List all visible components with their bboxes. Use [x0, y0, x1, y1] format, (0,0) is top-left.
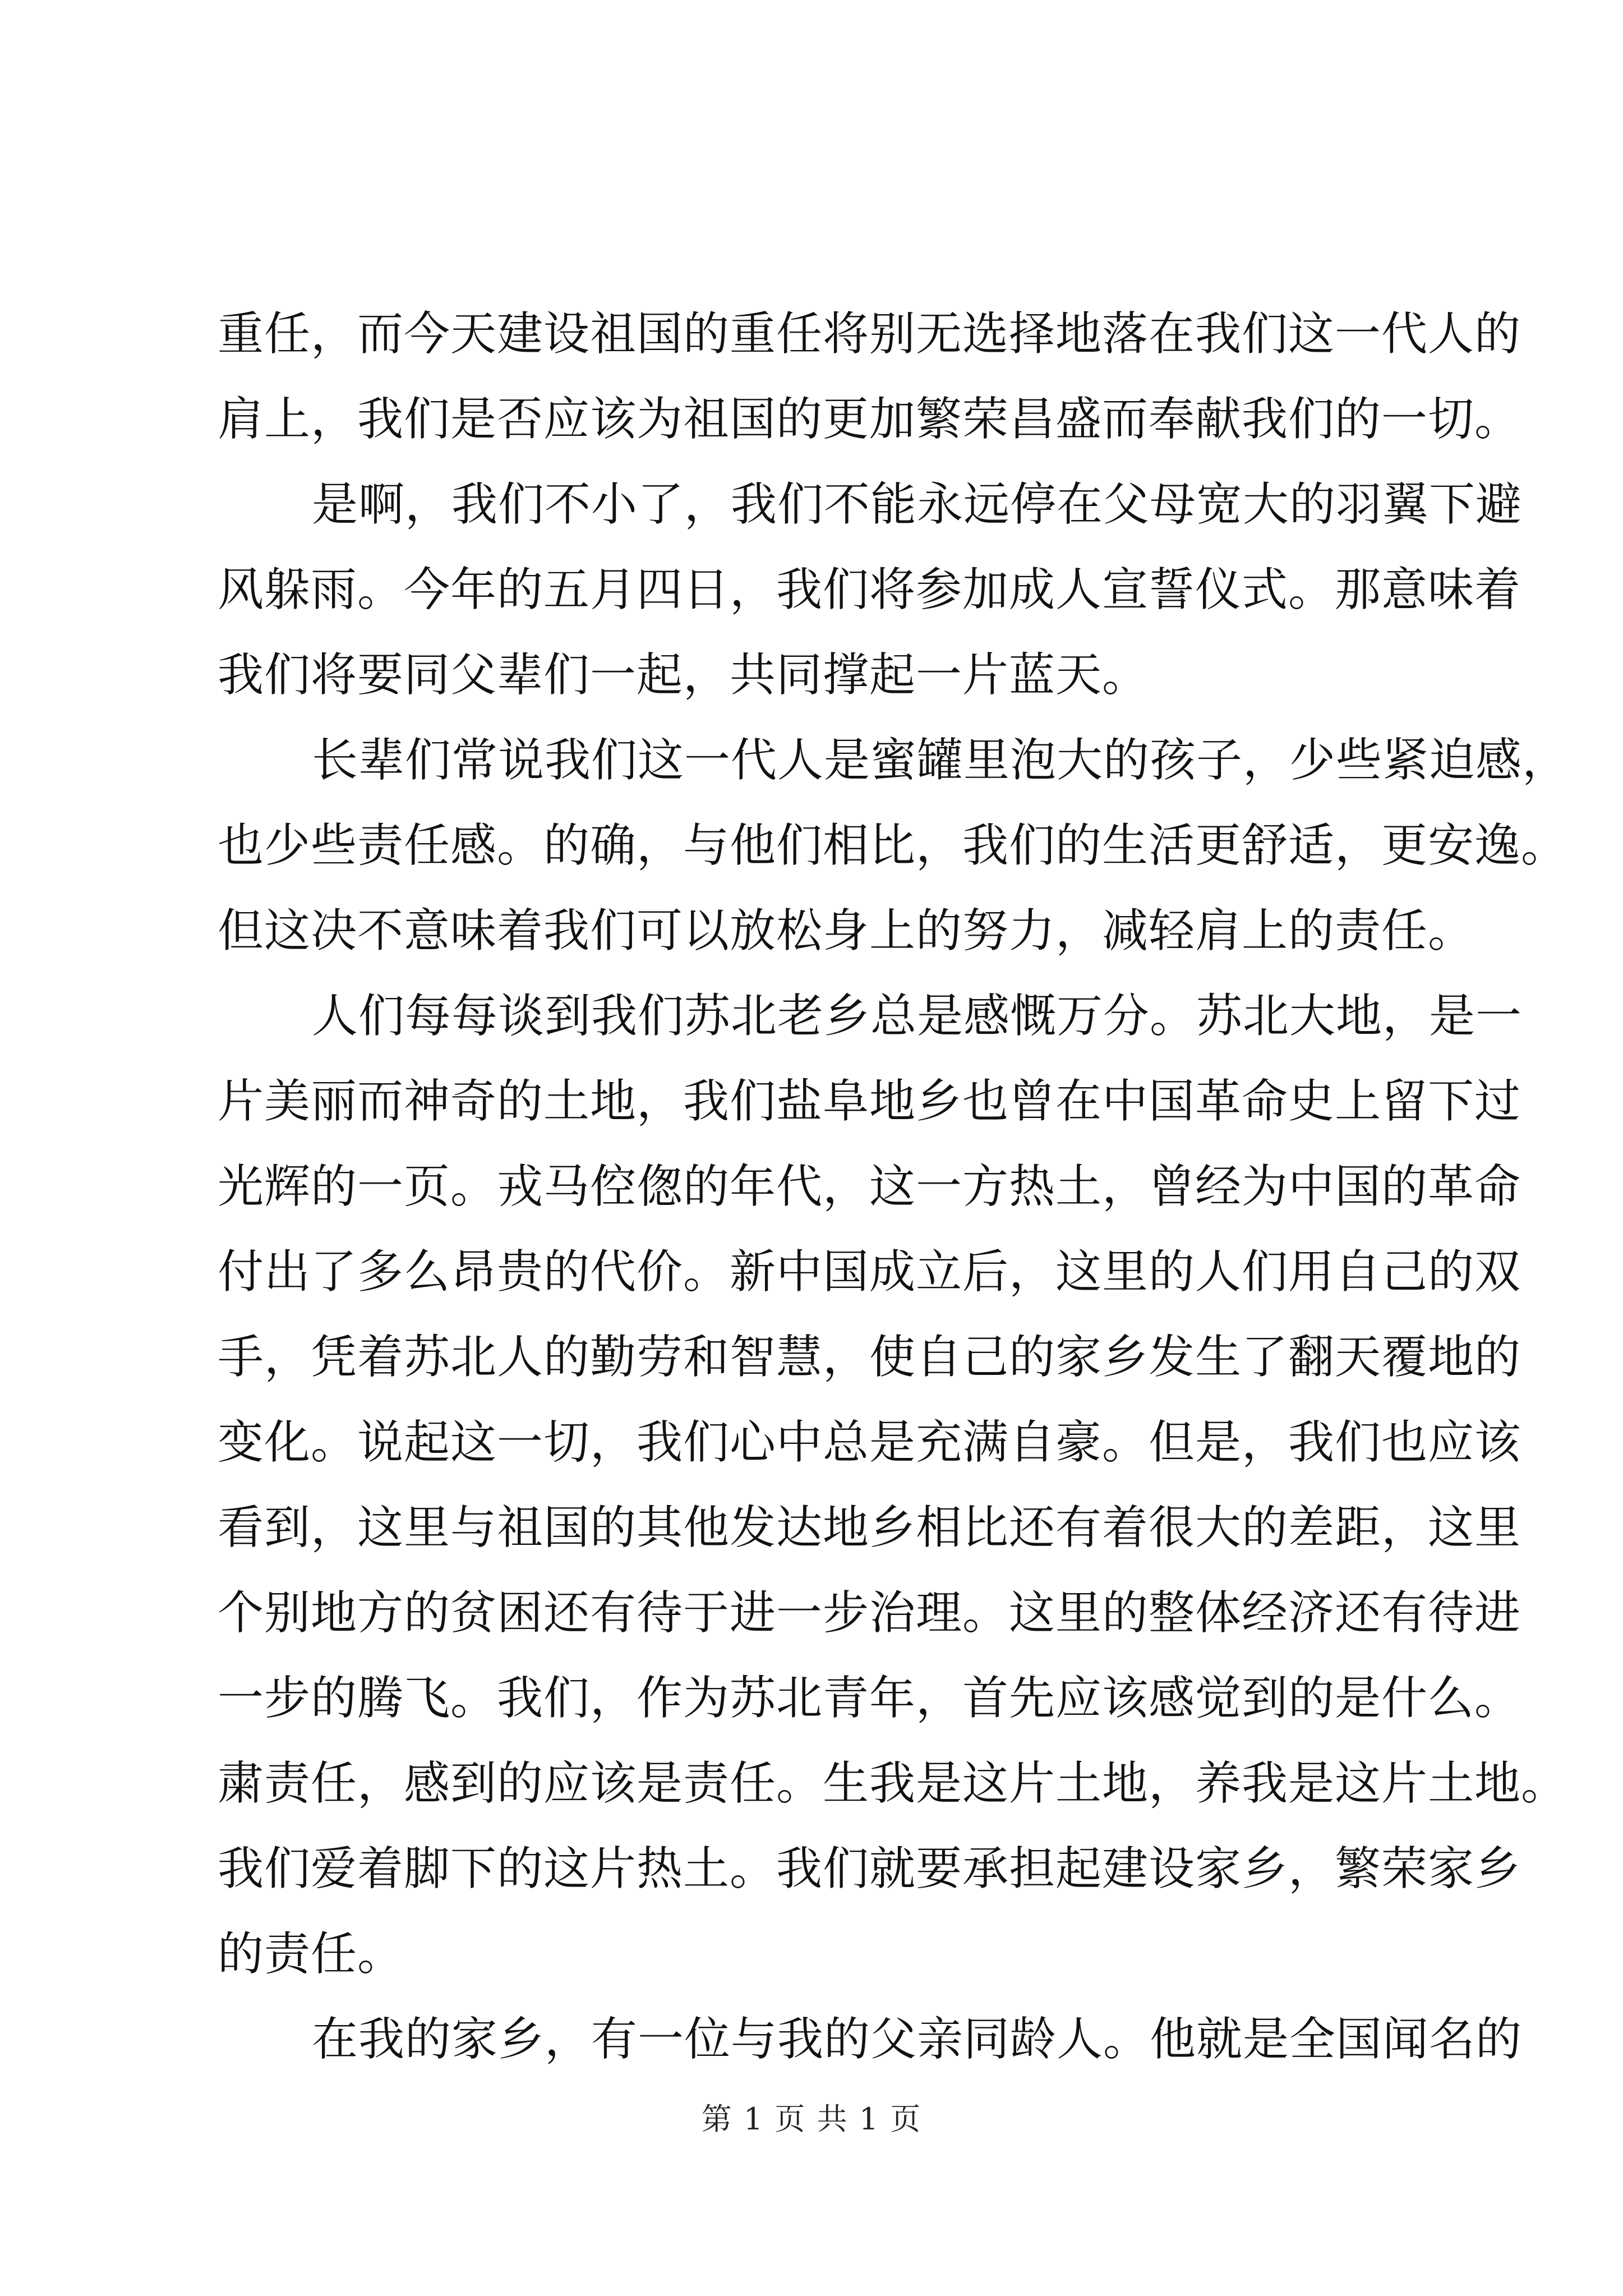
text-line: 也少些责任感。的确，与他们相比，我们的生活更舒适，更安逸。	[218, 819, 1568, 872]
text-line: 光辉的一页。戎马倥偬的年代，这一方热土，曾经为中国的革命	[218, 1160, 1521, 1213]
text-line: 人们每每谈到我们苏北老乡总是感慨万分。苏北大地，是一	[312, 990, 1523, 1043]
text-line: 长辈们常说我们这一代人是蜜罐里泡大的孩子，少些紧迫感，	[312, 734, 1569, 787]
text-line: 是啊，我们不小了，我们不能永远停在父母宽大的羽翼下避	[312, 478, 1523, 531]
text-line: 我们爱着脚下的这片热土。我们就要承担起建设家乡，繁荣家乡	[218, 1842, 1521, 1895]
text-line: 看到，这里与祖国的其他发达地乡相比还有着很大的差距，这里	[218, 1501, 1521, 1554]
text-line: 重任，而今天建设祖国的重任将别无选择地落在我们这一代人的	[218, 307, 1521, 361]
page-footer: 第 1 页 共 1 页	[701, 2101, 922, 2137]
text-line: 付出了多么昂贵的代价。新中国成立后，这里的人们用自己的双	[218, 1245, 1521, 1299]
text-line: 粛责任，感到的应该是责任。生我是这片土地，养我是这片土地。	[218, 1757, 1568, 1810]
text-line: 变化。说起这一切，我们心中总是充满自豪。但是，我们也应该	[218, 1416, 1521, 1469]
text-line: 风躲雨。今年的五月四日，我们将参加成人宣誓仪式。那意味着	[218, 563, 1521, 616]
text-line: 一步的腾飞。我们，作为苏北青年，首先应该感觉到的是什么。	[218, 1672, 1521, 1725]
text-line: 的责任。	[218, 1927, 404, 1981]
text-line: 我们将要同父辈们一起，共同撑起一片蓝天。	[218, 648, 1149, 702]
text-line: 但这决不意味着我们可以放松身上的努力，减轻肩上的责任。	[218, 904, 1475, 958]
text-line: 在我的家乡，有一位与我的父亲同龄人。他就是全国闻名的	[312, 2013, 1523, 2066]
text-line: 片美丽而神奇的土地，我们盐阜地乡也曾在中国革命史上留下过	[218, 1075, 1521, 1128]
text-line: 个别地方的贫困还有待于进一步治理。这里的整体经济还有待进	[218, 1586, 1521, 1640]
text-line: 手，凭着苏北人的勤劳和智慧，使自己的家乡发生了翻天覆地的	[218, 1331, 1521, 1384]
text-line: 肩上，我们是否应该为祖国的更加繁荣昌盛而奉献我们的一切。	[218, 393, 1521, 446]
body-text	[218, 292, 1569, 2082]
